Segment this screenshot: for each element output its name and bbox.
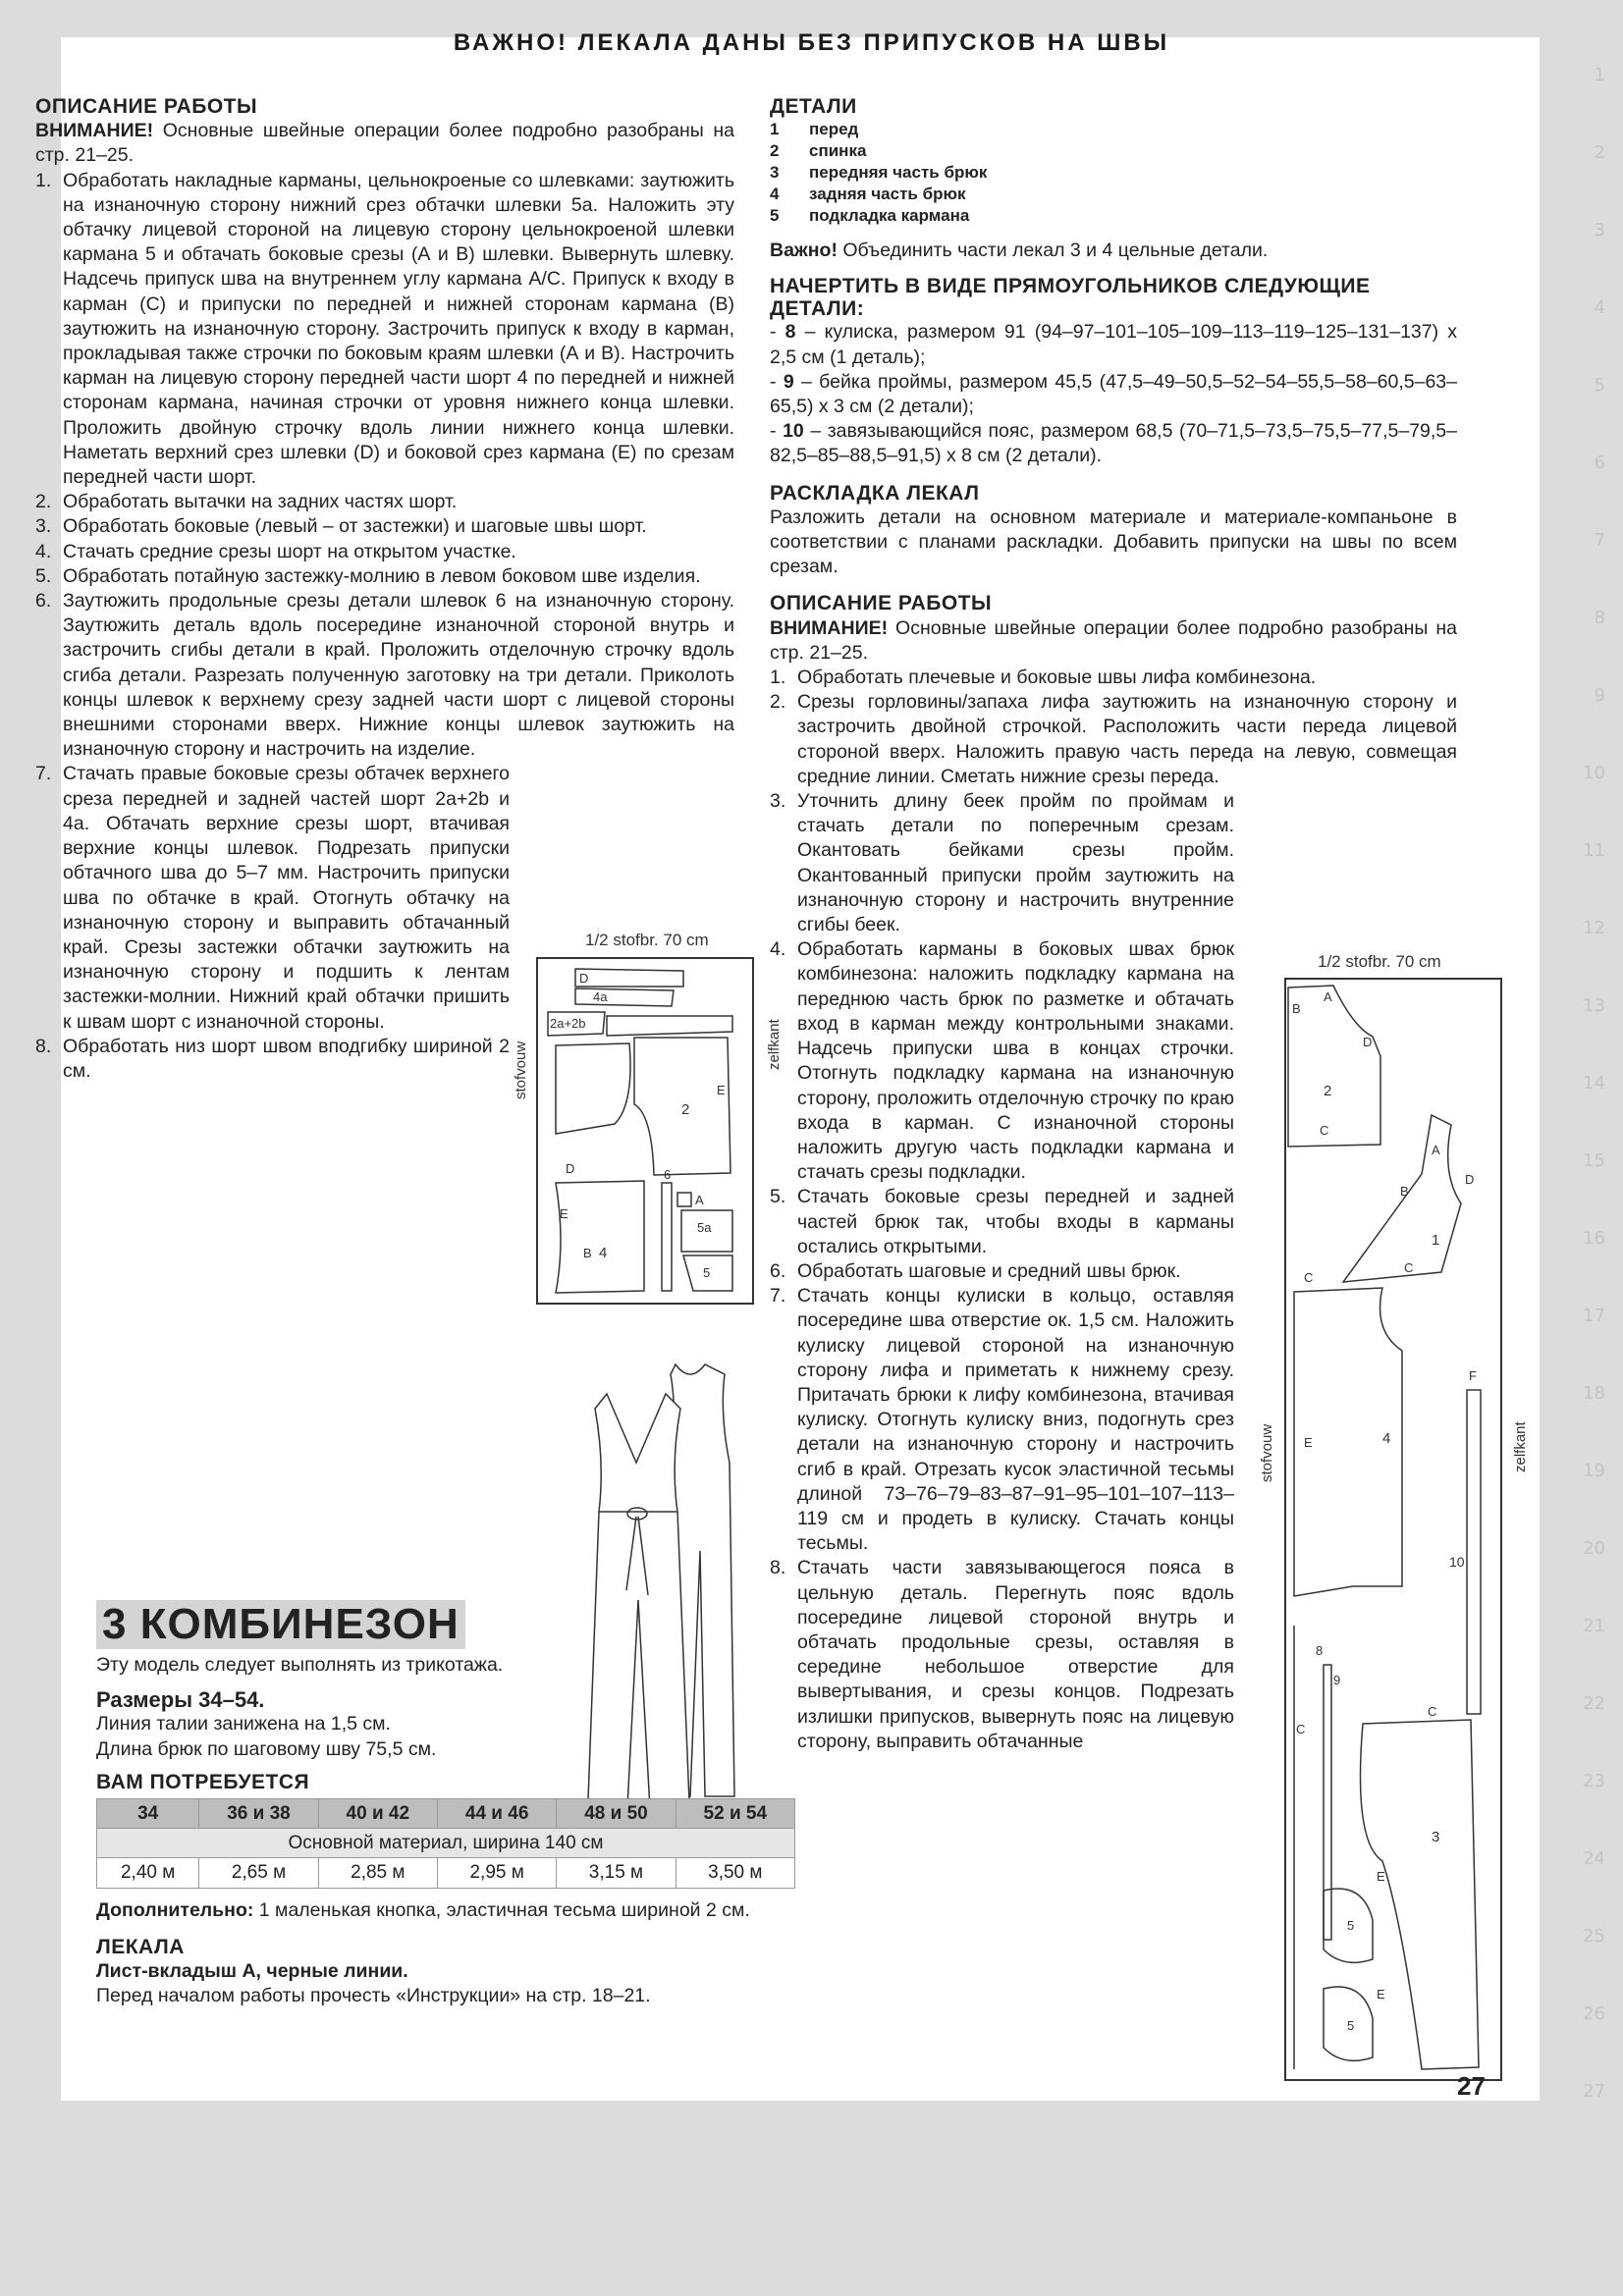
list-item: 5 подкладка кармана (770, 206, 970, 226)
right-attention-note: ВНИМАНИЕ! Основные швейные операции более подробно разобраны на стр. 21–25. (770, 616, 1457, 664)
svg-text:D: D (579, 971, 589, 986)
step-item: 4. Обработать карманы в боковых швах брюк комбинезона: наложить подкладку кармана на переднюю часть брюк по разметке и обтачать вход в карман между контрольными знаками. Надсечь припуски шва в концах строчки. Отогнуть подкладку кармана на изнаночную сторону, проложить отделочную строчку по краю входа в карман. С изнаночной стороны наложить другую часть подкладки кармана и стачать срезы подкладки. (770, 938, 1234, 1184)
svg-text:E: E (1377, 1987, 1385, 2002)
left-pattern-layout (536, 957, 754, 1305)
table-row-sizes: 34 36 и 38 40 и 42 44 и 46 48 и 50 52 и 54 (97, 1799, 795, 1829)
svg-text:E: E (717, 1083, 726, 1097)
ruler-mark: 27 (1583, 2081, 1605, 2102)
right-pattern-layout (1284, 978, 1502, 2081)
model-section (96, 1600, 795, 2008)
ruler-mark: 8 (1594, 608, 1605, 628)
step-item: 1. Обработать накладные карманы, цельнокроеные со шлевками: заутюжить на изнаночную сторону нижний срез обтачки шлевки 5а. Наложить эту обтачку лицевой стороной на лицевую сторону цельнокроеной шлевки кармана 5 и обтачать боковые срезы (А и В) шлевки. Вывернуть шлевку. Надсечь припуск шва на внутреннем углу кармана А/С. Припуск к входу в карман (С) и припуски по передней и нижней сторонам кармана (В) заутюжить на изнаночную сторону. Застрочить припуск к входу в карман, прокладывая также строчки по боковым краям шлевки (А и В). Настрочить карман на лицевую сторону передней части шорт 4 по передней и нижней сторонам кармана, начиная строчки от уровня нижнего конца шлевки. Проложить двойную строчку вдоль линии нижнего конца шлевки. Наметать верхний срез шлевки (D) и боковой срез кармана (Е) по срезам передней части шорт. (35, 169, 734, 489)
right-pattern-width-label: 1/2 stofbr. 70 cm (1318, 952, 1441, 971)
ruler-mark: 11 (1583, 840, 1605, 861)
right-pattern-selvage-label: zelfkant (1512, 1421, 1529, 1472)
ruler-mark: 5 (1594, 375, 1605, 396)
svg-text:1: 1 (1432, 1232, 1440, 1249)
step-item: 5. Обработать потайную застежку-молнию в левом боковом шве изделия. (35, 564, 701, 587)
svg-text:B: B (583, 1246, 592, 1260)
length-note: Длина брюк по шаговому шву 75,5 см. (96, 1737, 437, 1760)
svg-text:5: 5 (703, 1265, 711, 1280)
svg-text:9: 9 (1333, 1673, 1341, 1687)
ruler-mark: 4 (1594, 297, 1605, 318)
rect-item: - 9 – бейка проймы, размером 45,5 (47,5–49–50,5–52–54–55,5–58–60,5–63–65,5) х 3 см (2 детали); (770, 370, 1457, 418)
step-item: 3. Обработать боковые (левый – от застежки) и шаговые швы шорт. (35, 515, 647, 538)
details-list (770, 119, 1457, 227)
ruler-mark: 9 (1594, 685, 1605, 706)
right-work-heading: ОПИСАНИЕ РАБОТЫ (770, 592, 993, 615)
svg-text:2: 2 (1324, 1083, 1332, 1099)
step-item: 1. Обработать плечевые и боковые швы лифа комбинезона. (770, 667, 1317, 689)
ruler-mark: 26 (1583, 2003, 1605, 2024)
left-pattern-fold-label: stofvouw (513, 1041, 529, 1099)
ruler-mark: 24 (1583, 1848, 1605, 1869)
ruler-mark: 10 (1583, 763, 1605, 783)
ruler-mark: 13 (1583, 995, 1605, 1016)
svg-text:10: 10 (1449, 1554, 1465, 1570)
left-pattern-drawing (536, 957, 754, 1305)
svg-text:B: B (1400, 1184, 1409, 1199)
svg-text:2: 2 (681, 1101, 690, 1118)
step-item: 8. Стачать части завязывающегося пояса в цельную деталь. Перегнуть пояс вдоль посередине лицевой стороной внутрь и обтачать продольные срезы, оставляя в середине небольшое отверстие для вывертывания, и срезы концов. Подрезать излишки припусков, вывернуть пояс на лицевую сторону, выправить обтачанные (770, 1557, 1234, 1752)
ruler-mark: 1 (1594, 65, 1605, 85)
ruler-mark: 15 (1583, 1150, 1605, 1171)
ruler-mark: 16 (1583, 1228, 1605, 1249)
step-item: 8. Обработать низ шорт швом вподгибку шириной 2 см. (35, 1035, 510, 1082)
page-header-title: ВАЖНО! ЛЕКАЛА ДАНЫ БЕЗ ПРИПУСКОВ НА ШВЫ (453, 29, 1170, 56)
svg-text:5a: 5a (697, 1220, 712, 1235)
attention-text: Основные швейные операции более подробно разобраны на стр. 21–25. (35, 120, 734, 167)
waist-note: Линия талии занижена на 1,5 см. (96, 1713, 391, 1735)
step-item: 4. Стачать средние срезы шорт на открытом участке. (35, 540, 516, 562)
step-item: 2. Срезы горловины/запаха лифа заутюжить на изнаночную сторону и застрочить двойной строчкой. Расположить части переда лицевой стороной вверх. Наложить правую часть переда на левую, совмещая средние линии. Сметать нижние срезы переда. (770, 691, 1457, 787)
patterns-heading: ЛЕКАЛА (96, 1935, 185, 1958)
svg-text:8: 8 (1316, 1643, 1324, 1658)
sheet-label: Лист-вкладыш А, черные линии. (96, 1960, 408, 1983)
list-item: 3 передняя часть брюк (770, 163, 988, 183)
ruler-mark: 22 (1583, 1693, 1605, 1714)
attention-note (35, 119, 734, 168)
svg-text:4a: 4a (593, 989, 608, 1004)
ruler-mark: 3 (1594, 220, 1605, 240)
instructions-note: Перед началом работы прочесть «Инструкции» на стр. 18–21. (96, 1985, 651, 2007)
ruler-mark: 20 (1583, 1538, 1605, 1559)
svg-text:F: F (1469, 1368, 1477, 1383)
ruler-mark: 23 (1583, 1771, 1605, 1791)
svg-text:C: C (1304, 1270, 1314, 1285)
ruler-mark: 7 (1594, 530, 1605, 551)
model-subtitle: Эту модель следует выполнять из трикотажа. (96, 1654, 504, 1676)
ruler-mark: 18 (1583, 1383, 1605, 1404)
sizes-label: Размеры 34–54. (96, 1687, 265, 1713)
svg-text:A: A (1324, 989, 1332, 1004)
ruler-mark: 14 (1583, 1073, 1605, 1094)
left-pattern-selvage-label: zelfkant (766, 1019, 783, 1070)
need-heading: ВАМ ПОТРЕБУЕТСЯ (96, 1770, 310, 1793)
step-item: 3. Уточнить длину беек пройм по проймам и стачать детали по поперечным срезам. Окантовать бейками срезы пройм. Окантованный припуски пройм заутюжить на изнаночную сторону и настрочить внутренние сгибы беек. (770, 790, 1234, 936)
rect-heading: НАЧЕРТИТЬ В ВИДЕ ПРЯМОУГОЛЬНИКОВ СЛЕДУЮЩИЕ ДЕТАЛИ: (770, 275, 1371, 321)
table-row-material: Основной материал, ширина 140 см (97, 1829, 795, 1858)
rect-item: - 10 – завязывающийся пояс, размером 68,5 (70–71,5–73,5–75,5–77,5–79,5–82,5–85–88,5–91,5) х 8 см (2 детали). (770, 420, 1457, 467)
materials-table (96, 1798, 795, 1889)
list-item: 4 задняя часть брюк (770, 185, 966, 204)
page-number: 27 (1457, 2071, 1486, 2101)
svg-text:E: E (560, 1206, 568, 1221)
ruler-mark: 12 (1583, 918, 1605, 938)
measuring-ruler (1540, 37, 1623, 2138)
svg-text:D: D (566, 1161, 575, 1176)
list-item: 1 перед (770, 120, 859, 139)
svg-text:B: B (1292, 1001, 1301, 1016)
layout-text: Разложить детали на основном материале и материале-компаньоне в соответствии с планами раскладки. Добавить припуски на швы по всем срезам. (770, 506, 1457, 578)
work-description-heading: ОПИСАНИЕ РАБОТЫ (35, 95, 258, 118)
step-item: 6. Заутюжить продольные срезы детали шлевок 6 на изнаночную сторону. Заутюжить деталь вдоль посередине изнаночной стороной внутрь и застрочить сгибы детали в край. Проложить отделочную строчку вдоль сгиба детали. Разрезать полученную заготовку на три детали. Приколоть концы шлевок к верхнему срезу задней части шорт с лицевой стороны внешними сторонами вверх. Нижние концы шлевок заутюжить на изнаночную сторону и настрочить на изделие. (35, 590, 734, 761)
list-item: 2 спинка (770, 141, 867, 161)
svg-text:E: E (1377, 1869, 1385, 1884)
svg-text:C: C (1428, 1704, 1437, 1719)
svg-text:A: A (695, 1193, 704, 1207)
svg-text:A: A (1432, 1143, 1440, 1157)
attention-label: ВНИМАНИЕ! (35, 120, 154, 142)
svg-text:5: 5 (1347, 2018, 1355, 2033)
svg-text:5: 5 (1347, 1918, 1355, 1933)
left-pattern-width-label: 1/2 stofbr. 70 cm (585, 931, 709, 949)
svg-text:E: E (1304, 1435, 1313, 1450)
step-item: 2. Обработать вытачки на задних частях шорт. (35, 491, 458, 513)
step-item: 6. Обработать шаговые и средний швы брюк. (770, 1259, 1181, 1282)
details-heading: ДЕТАЛИ (770, 95, 857, 118)
model-title: 3 КОМБИНЕЗОН (96, 1600, 465, 1649)
layout-heading: РАСКЛАДКА ЛЕКАЛ (770, 481, 980, 505)
svg-text:C: C (1404, 1260, 1414, 1275)
svg-text:D: D (1465, 1172, 1475, 1187)
important-note: Важно! Объединить части лекал 3 и 4 цельные детали. (770, 240, 1269, 262)
svg-text:D: D (1363, 1035, 1373, 1049)
svg-text:2a+2b: 2a+2b (550, 1016, 586, 1031)
svg-text:4: 4 (599, 1245, 608, 1261)
ruler-mark: 25 (1583, 1926, 1605, 1947)
svg-text:3: 3 (1432, 1829, 1440, 1845)
ruler-mark: 17 (1583, 1306, 1605, 1326)
svg-text:C: C (1296, 1722, 1306, 1736)
step-item: 7. Стачать концы кулиски в кольцо, оставляя посередине шва отверстие ок. 1,5 см. Наложить кулиску лицевой стороной на изнаночную сторону лифа и приметать к нижнему срезу. Притачать брюки к лифу комбинезона, втачивая кулиску. Отогнуть кулиску вниз, подогнуть срез детали на изнаночную сторону и настрочить сгиб в край. Отрезать кусок эластичной тесьмы длиной 73–76–79–83–87–91–95–101–107–113–119 см и продеть в кулиску. Стачать концы тесьмы. (770, 1285, 1234, 1555)
svg-text:C: C (1320, 1123, 1329, 1138)
ruler-mark: 2 (1594, 142, 1605, 163)
ruler-mark: 21 (1583, 1616, 1605, 1636)
rect-item: - 8 – кулиска, размером 91 (94–97–101–105–109–113–119–125–131–137) х 2,5 см (1 деталь); (770, 321, 1457, 368)
right-pattern-fold-label: stofvouw (1259, 1423, 1275, 1482)
right-pattern-drawing (1284, 978, 1502, 2081)
table-row-amounts: 2,40 м 2,65 м 2,85 м 2,95 м 3,15 м 3,50 м (97, 1858, 795, 1888)
svg-text:6: 6 (664, 1167, 672, 1182)
extra-note: Дополнительно: 1 маленькая кнопка, эластичная тесьма шириной 2 см. (96, 1898, 750, 1921)
step-item: 7. Стачать правые боковые срезы обтачек верхнего среза передней и задней частей шорт 2a+2b и 4a. Обтачать верхние срезы шорт, втачивая верхние концы шлевок. Подрезать припуски обтачного шва до 5–7 мм. Настрочить припуски шва по обтачке в край. Отогнуть обтачку на изнаночную сторону и выправить обтачанный край. Срезы застежки обтачки заутюжить на изнаночную сторону и подшить к лентам застежки-молнии. Нижний край обтачки пришить к швам шорт с изнаночной стороны. (35, 763, 510, 1033)
step-item: 5. Стачать боковые срезы передней и задней частей брюк так, чтобы входы в карманы остались открытыми. (770, 1186, 1234, 1257)
ruler-mark: 19 (1583, 1461, 1605, 1481)
svg-text:4: 4 (1382, 1430, 1391, 1447)
ruler-mark: 6 (1594, 453, 1605, 473)
